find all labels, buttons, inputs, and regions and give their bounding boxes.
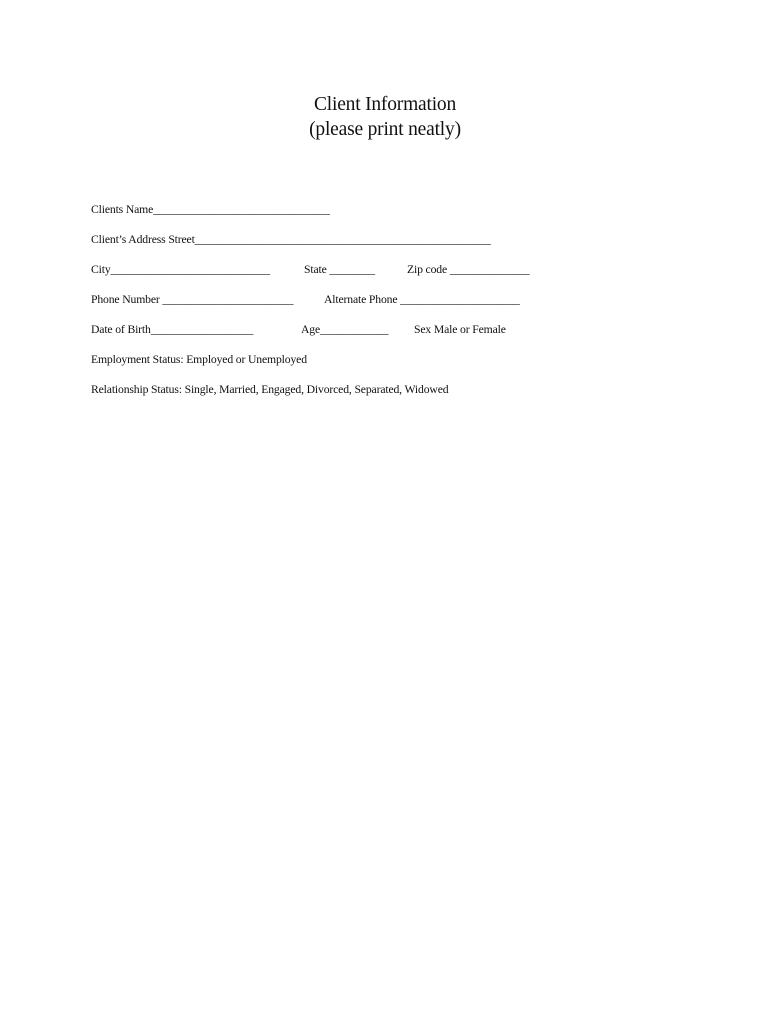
employment-status-field[interactable]: Employment Status: Employed or Unemployed <box>91 353 307 366</box>
age-field[interactable]: Age____________ <box>301 323 389 336</box>
client-name-row <box>91 202 691 232</box>
form-fields <box>91 202 691 412</box>
date-of-birth-field[interactable]: Date of Birth__________________ <box>91 323 254 336</box>
relationship-row <box>91 382 691 412</box>
phone-row <box>91 292 691 322</box>
sex-field[interactable]: Sex Male or Female <box>414 323 506 336</box>
form-title: Client Information <box>313 94 457 115</box>
form-header <box>0 92 770 142</box>
zip-code-field[interactable]: Zip code ______________ <box>407 263 530 276</box>
employment-row <box>91 352 691 382</box>
city-state-zip-row <box>91 262 691 292</box>
relationship-status-field[interactable]: Relationship Status: Single, Married, Engaged, Divorced, Separated, Widowed <box>91 383 449 396</box>
phone-number-field[interactable]: Phone Number _______________________ <box>91 293 294 306</box>
alternate-phone-field[interactable]: Alternate Phone _____________________ <box>324 293 520 306</box>
address-street-field[interactable]: Client’s Address Street____________________________________________________ <box>91 233 491 246</box>
client-name-field[interactable]: Clients Name_______________________________ <box>91 203 330 216</box>
address-row <box>91 232 691 262</box>
form-subtitle: (please print neatly) <box>309 119 461 140</box>
dob-age-sex-row <box>91 322 691 352</box>
state-field[interactable]: State ________ <box>304 263 375 276</box>
city-field[interactable]: City____________________________ <box>91 263 270 276</box>
